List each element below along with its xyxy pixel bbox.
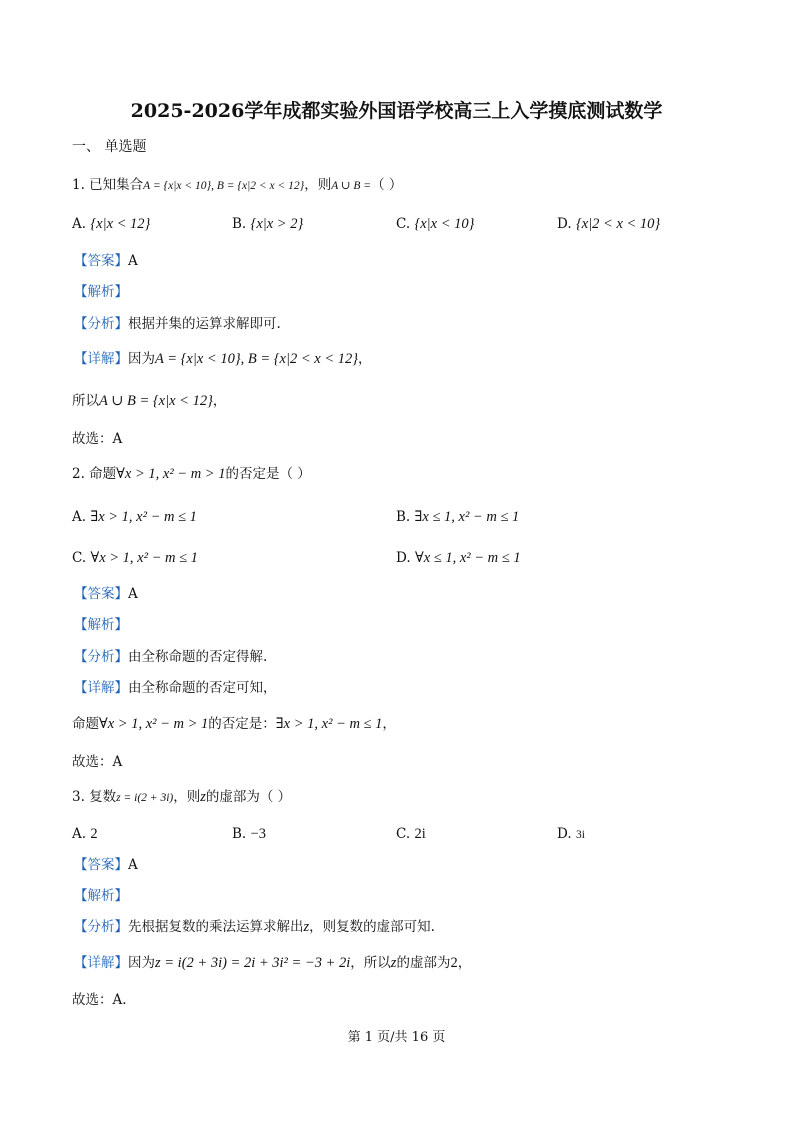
q3-answer: 【答案】A: [74, 857, 138, 873]
q1-choice: 故选：A: [72, 431, 123, 447]
q3-option-a: A. 2: [72, 826, 98, 842]
q1-stem-math2: A ∪ B =: [331, 180, 372, 192]
q1-option-a: A. {x|x < 12}: [72, 216, 151, 232]
q3-choice: 故选：A.: [72, 992, 127, 1008]
q1-analysis-tag: 【解析】: [74, 284, 128, 300]
q2-option-a: A. ∃x > 1, x² − m ≤ 1: [72, 509, 197, 525]
q2-choice: 故选：A: [72, 754, 123, 770]
q1-xiangjie: 【详解】因为A = {x|x < 10}, B = {x|2 < x < 12}，: [74, 351, 372, 367]
q2-conclusion: 命题∀x > 1, x² − m > 1的否定是：∃x > 1, x² − m ≤ 1，: [72, 716, 396, 732]
q1-stem: 1. 已知集合A = {x|x < 10}, B = {x|2 < x < 12}，则A ∪ B =（ ）: [72, 177, 403, 193]
q3-xiangjie: 【详解】因为z = i(2 + 3i) = 2i + 3i² = −3 + 2i，所以z的虚部为2，: [74, 955, 472, 971]
q2-option-d: D. ∀x ≤ 1, x² − m ≤ 1: [396, 550, 521, 566]
q3-stem: 3. 复数z = i(2 + 3i)，则z的虚部为（ ）: [72, 789, 292, 805]
q1-fenxi: 【分析】根据并集的运算求解即可.: [74, 316, 281, 332]
q3-option-c: C. 2i: [396, 826, 426, 842]
q3-option-b: B. −3: [232, 826, 266, 842]
q3-option-d: D. 3i: [557, 826, 585, 842]
q3-analysis-tag: 【解析】: [74, 888, 128, 904]
q2-analysis-tag: 【解析】: [74, 617, 128, 633]
q2-option-c: C. ∀x > 1, x² − m ≤ 1: [72, 550, 198, 566]
q2-option-b: B. ∃x ≤ 1, x² − m ≤ 1: [396, 509, 520, 525]
section-heading: 一、 单选题: [72, 139, 147, 155]
q2-xiangjie: 【详解】由全称命题的否定可知，: [74, 680, 277, 696]
q2-answer: 【答案】A: [74, 586, 138, 602]
q1-option-c: C. {x|x < 10}: [396, 216, 475, 232]
q1-conclusion: 所以A ∪ B = {x|x < 12}，: [72, 393, 227, 409]
q1-option-b: B. {x|x > 2}: [232, 216, 304, 232]
page-footer: 第 1 页/共 16 页: [347, 1030, 446, 1045]
q1-option-d: D. {x|2 < x < 10}: [557, 216, 661, 232]
q2-stem: 2. 命题∀x > 1, x² − m > 1的否定是（ ）: [72, 466, 311, 482]
q3-fenxi: 【分析】先根据复数的乘法运算求解出z，则复数的虚部可知.: [74, 919, 435, 935]
q1-stem-math: A = {x|x < 10}, B = {x|2 < x < 12}: [143, 180, 305, 192]
document-title: 2025-2026学年成都实验外国语学校高三上入学摸底测试数学: [130, 100, 663, 122]
q2-fenxi: 【分析】由全称命题的否定得解.: [74, 649, 268, 665]
q1-answer: 【答案】A: [74, 253, 138, 269]
